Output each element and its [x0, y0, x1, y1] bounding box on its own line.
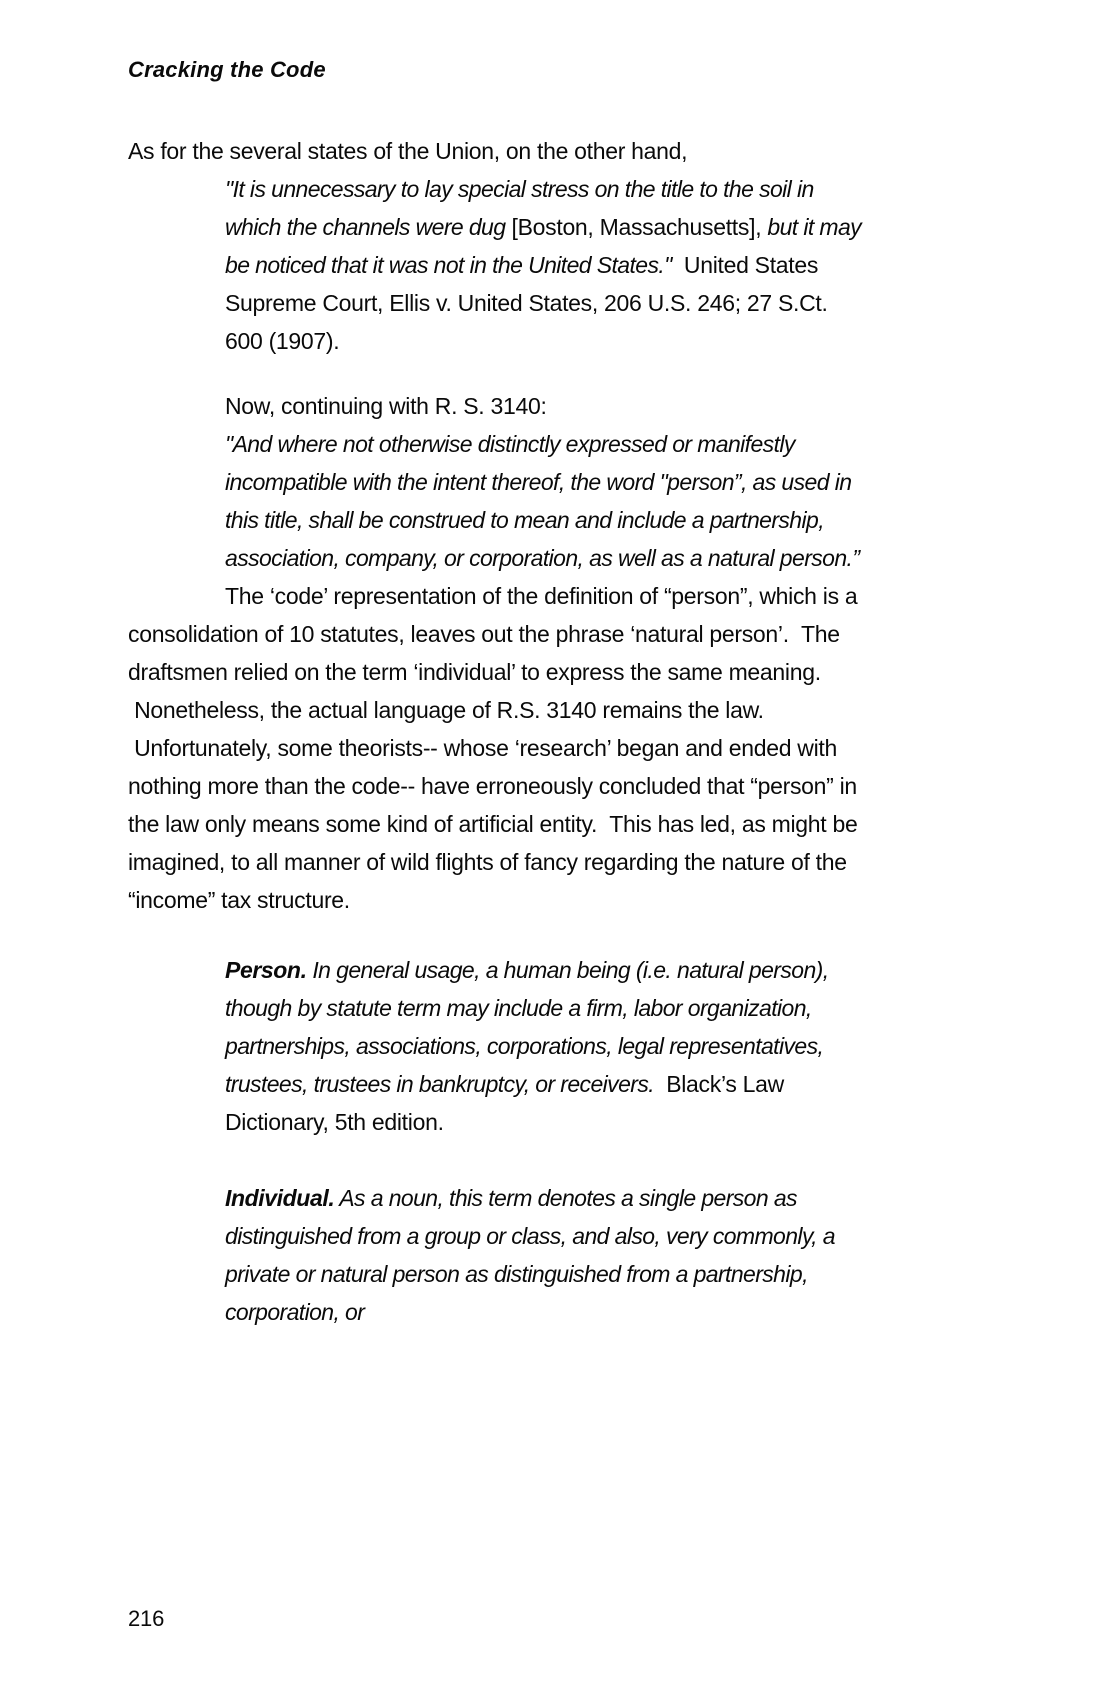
- definition-text-italic: As a noun, this term denotes a single person as distinguished from a group or class, and also, very commonly, a private or natural person as distinguished from a partnership, corporation, or: [225, 1185, 835, 1325]
- page-number: 216: [128, 1606, 165, 1631]
- quote-text-italic: but it may be noticed that it was not in the United States.": [225, 214, 862, 278]
- quote-text-regular: [Boston, Massachusetts],: [505, 214, 768, 240]
- definition-term: Person.: [225, 957, 307, 983]
- definition-term: Individual.: [225, 1185, 335, 1211]
- quote-text-italic: "And where not otherwise distinctly expressed or manifestly incompatible with the intent thereof, the word "person”, as used in this title, shall be construed to mean and include a partnership, association, company, or corporation, as well as a natural person.”: [225, 431, 860, 571]
- blockquote-rs-3140: [225, 387, 870, 577]
- definition-individual: [225, 1179, 870, 1331]
- definition-text-italic: In general usage, a human being (i.e. natural person), though by statute term may include a firm, labor organization, partnerships, associations, corporations, legal representatives, trustees, trustees in bankruptcy, or receivers.: [225, 957, 829, 1097]
- definition-person: [225, 951, 870, 1141]
- paragraph-states-intro: As for the several states of the Union, on the other hand,: [128, 138, 688, 164]
- paragraph-code-person-discussion: The ‘code’ representation of the definition of “person”, which is a consolidation of 10 statutes, leaves out the phrase ‘natural person’. The draftsmen relied on the term ‘individual’ to express the same meaning. Nonetheless, the actual language of R.S. 3140 remains the law. Unfortunately, some theorists-- whose ‘research’ began and ended with nothing more than the code-- have erroneously concluded that “person” in the law only means some kind of artificial entity. This has led, as might be imagined, to all manner of wild flights of fancy regarding the nature of the “income” tax structure.: [128, 583, 858, 913]
- quote-text-italic: "It is unnecessary to lay special stress on the title to the soil in which the channels were dug: [225, 176, 814, 240]
- running-header: Cracking the Code: [128, 57, 326, 82]
- definition-citation: Black’s Law Dictionary, 5th edition.: [225, 1071, 784, 1135]
- quote-intro: Now, continuing with R. S. 3140:: [225, 393, 547, 419]
- blockquote-ellis-v-united-states: [225, 170, 870, 360]
- page-content: [128, 132, 870, 1331]
- quote-citation: United States Supreme Court, Ellis v. United States, 206 U.S. 246; 27 S.Ct. 600 (1907).: [225, 252, 828, 354]
